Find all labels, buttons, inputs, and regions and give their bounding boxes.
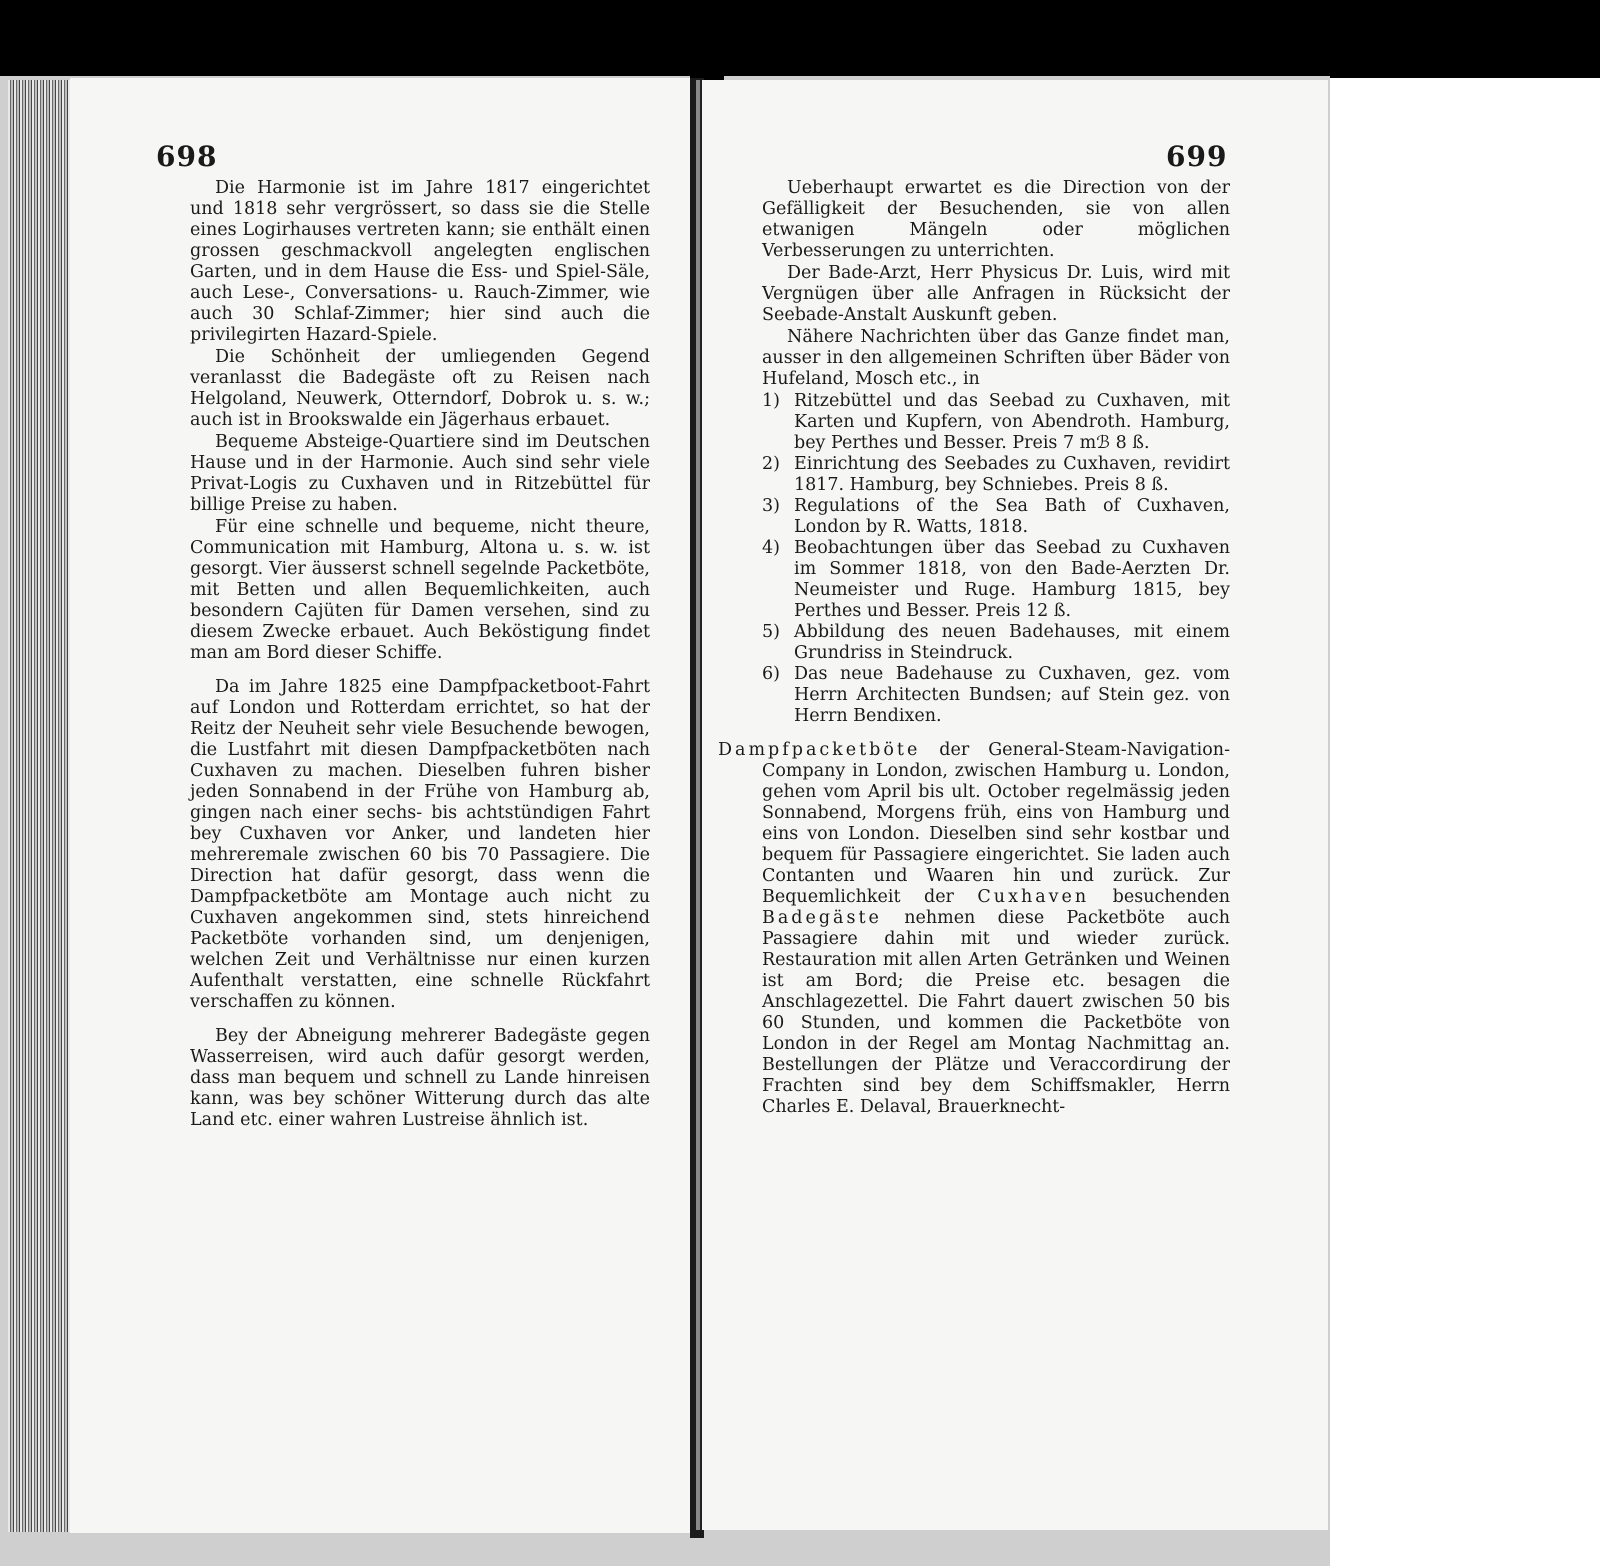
steam-packet-paragraph xyxy=(718,740,1230,1118)
list-item xyxy=(762,538,1230,622)
page-number-left: 698 xyxy=(156,140,218,173)
list-number: 5) xyxy=(762,622,780,642)
paragraph: Die Schönheit der umliegenden Gegend veranlasst die Badegäste oft zu Reisen nach Helgoland, Neuwerk, Otterndorf, Dobrok u. s. w.; auch ist in Brookswalde ein Jägerhaus erbauet. xyxy=(190,347,650,430)
list-number: 2) xyxy=(762,454,780,474)
paragraph: Die Harmonie ist im Jahre 1817 eingerichtet und 1818 sehr vergrössert, so dass sie die Stelle eines Logirhauses vertreten kann; sie enthält einen grossen geschmackvoll angelegten englischen Garten, und in dem Hause die Ess- und Spiel-Säle, auch Lese-, Conversations- u. Rauch-Zimmer, wie auch 30 Schlaf-Zimmer; hier sind auch die privilegirten Hazard-Spiele. xyxy=(190,178,650,345)
list-item xyxy=(762,496,1230,538)
paragraph: Da im Jahre 1825 eine Dampfpacketboot-Fahrt auf London und Rotterdam errichtet, so hat der Reitz der Neuheit sehr viele Besuchende bewogen, die Lustfahrt mit diesen Dampfpacketböten nach Cuxhaven zu machen. Dieselben fuhren bisher jeden Sonnabend in der Frühe von Hamburg ab, gingen nach einer sechs- bis achtstündigen Fahrt bey Cuxhaven vor Anker, und landeten hier mehreremale zwischen 60 bis 70 Passagiere. Die Direction hat dafür gesorgt, dass wenn die Dampfpacketböte am Montage auch nicht zu Cuxhaven angekommen sind, stets hinreichend Packetböte vorhanden sind, um denjenigen, welchen Zeit und Verhältnisse nur einen kurzen Aufenthalt verstatten, eine schnelle Rückfahrt verschaffen zu können. xyxy=(190,677,650,1012)
text-run: nehmen diese Packetböte auch Passagiere dahin mit und wieder zurück. Restauration mit allen Arten Getränken und Weinen ist am Bord; die Preise etc. besagen die Anschlagezettel. Die Fahrt dauert zwischen 50 bis 60 Stunden, und kommen die Packetböte von London in der Regel am Montag Nachmittag an. Bestellungen der Plätze und Veraccordirung der Frachten sind bey dem Schiffsmakler, Herrn Charles E. Delaval, Brauerknecht- xyxy=(762,908,1230,1117)
spaced-term: Badegäste xyxy=(762,908,882,928)
list-text: Regulations of the Sea Bath of Cuxhaven, London by R. Watts, 1818. xyxy=(794,496,1230,537)
paragraph: Bequeme Absteige-Quartiere sind im Deutschen Hause und in der Harmonie. Auch sind sehr viele Privat-Logis zu Cuxhaven und in Ritzebüttel für billige Preise zu haben. xyxy=(190,432,650,515)
right-page-text xyxy=(718,178,1231,1118)
list-item xyxy=(762,622,1230,664)
list-text: Das neue Badehause zu Cuxhaven, gez. vom Herrn Architecten Bundsen; auf Stein gez. von Herrn Bendixen. xyxy=(794,664,1230,726)
paragraph: Nähere Nachrichten über das Ganze findet man, ausser in den allgemeinen Schriften über Bäder von Hufeland, Mosch etc., in xyxy=(762,327,1230,389)
list-item xyxy=(762,391,1230,454)
list-text: Ritzebüttel und das Seebad zu Cuxhaven, mit Karten und Kupfern, von Abendroth. Hamburg, bey Perthes und Besser. Preis 7 mℬ 8 ß. xyxy=(794,391,1230,453)
list-number: 4) xyxy=(762,538,780,558)
list-item xyxy=(762,454,1230,496)
list-item xyxy=(762,664,1230,727)
list-number: 1) xyxy=(762,391,780,411)
spaced-term: Cuxhaven xyxy=(977,887,1090,907)
bookmark-strip xyxy=(690,0,724,80)
list-number: 3) xyxy=(762,496,780,516)
left-page xyxy=(70,78,698,1533)
list-number: 6) xyxy=(762,664,780,684)
text-run: besuchenden xyxy=(1089,887,1231,907)
scan-background xyxy=(0,0,1600,78)
list-text: Beobachtungen über das Seebad zu Cuxhaven im Sommer 1818, von den Bade-Aerzten Dr. Neumeister und Ruge. Hamburg 1815, bey Perthes und Besser. Preis 12 ß. xyxy=(794,538,1230,621)
paragraph: Für eine schnelle und bequeme, nicht theure, Communication mit Hamburg, Altona u. s. w. ist gesorgt. Vier äusserst schnell segelnde Packetböte, mit Betten und allen Bequemlichkeiten, auch besondern Cajüten für Damen versehen, sind zu diesem Zwecke erbauet. Auch Beköstigung findet man am Bord dieser Schiffe. xyxy=(190,517,650,663)
page-number-right: 699 xyxy=(1166,140,1228,173)
bibliography-list xyxy=(762,391,1230,727)
list-text: Abbildung des neuen Badehauses, mit einem Grundriss in Steindruck. xyxy=(794,622,1230,663)
right-page xyxy=(700,80,1328,1530)
spaced-term: Dampfpacketböte xyxy=(718,740,921,760)
list-text: Einrichtung des Seebades zu Cuxhaven, revidirt 1817. Hamburg, bey Schniebes. Preis 8 ß. xyxy=(794,454,1230,495)
left-page-text xyxy=(190,178,650,1132)
page-edges xyxy=(8,80,70,1532)
paragraph: Ueberhaupt erwartet es die Direction von der Gefälligkeit der Besuchenden, sie von allen etwanigen Mängeln oder möglichen Verbesserungen zu unterrichten. xyxy=(762,178,1230,261)
paragraph: Der Bade-Arzt, Herr Physicus Dr. Luis, wird mit Vergnügen über alle Anfragen in Rücksicht der Seebade-Anstalt Auskunft geben. xyxy=(762,263,1230,325)
paragraph: Bey der Abneigung mehrerer Badegäste gegen Wasserreisen, wird auch dafür gesorgt werden, dass man bequem und schnell zu Lande hinreisen kann, was bey schöner Witterung durch das alte Land etc. einer wahren Lustreise ähnlich ist. xyxy=(190,1026,650,1130)
text-run: der General-Steam-Navigation-Company in London, zwischen Hamburg u. London, gehen vom April bis ult. October regelmässig jeden Sonnabend, Morgens früh, eins von Hamburg und eins von London. Dieselben sind sehr kostbar und bequem für Passagiere eingerichtet. Sie laden auch Contanten und Waaren hin und zurück. Zur Bequemlichkeit der xyxy=(762,740,1230,907)
